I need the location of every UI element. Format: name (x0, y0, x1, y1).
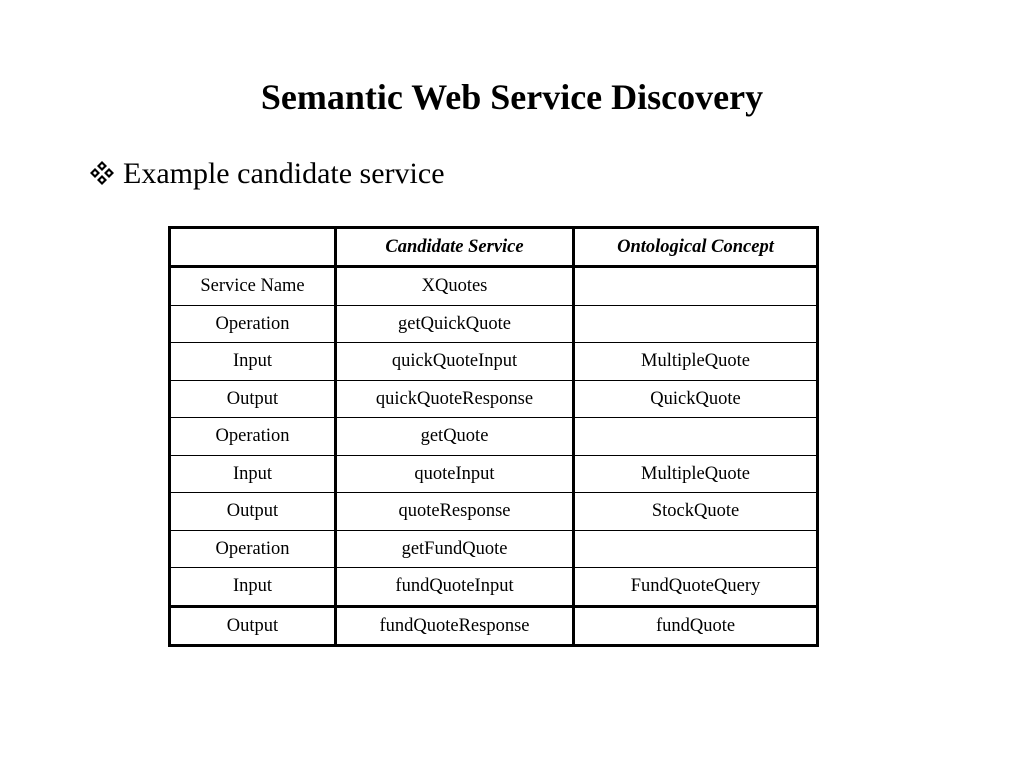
row-label-cell: Service Name (170, 267, 336, 306)
four-diamond-bullet-icon (89, 158, 115, 184)
ontological-concept-cell: MultipleQuote (574, 343, 818, 381)
ontological-concept-cell (574, 267, 818, 306)
table-row (170, 455, 818, 493)
header-cell-blank (170, 228, 336, 267)
table-row (170, 568, 818, 607)
row-label-cell: Output (170, 493, 336, 531)
candidate-service-table (168, 226, 819, 647)
ontological-concept-cell: QuickQuote (574, 380, 818, 418)
slide-title: Semantic Web Service Discovery (260, 77, 764, 117)
ontological-concept-cell (574, 530, 818, 568)
row-label-cell: Input (170, 455, 336, 493)
ontological-concept-cell (574, 305, 818, 343)
table-row (170, 305, 818, 343)
header-cell-ontological-concept: Ontological Concept (574, 228, 818, 267)
candidate-service-cell: XQuotes (336, 267, 574, 306)
candidate-service-cell: quickQuoteInput (336, 343, 574, 381)
ontological-concept-cell: FundQuoteQuery (574, 568, 818, 607)
candidate-service-cell: fundQuoteInput (336, 568, 574, 607)
row-label-cell: Operation (170, 418, 336, 456)
row-label-cell: Operation (170, 305, 336, 343)
row-label-cell: Input (170, 343, 336, 381)
table-row (170, 606, 818, 646)
table-row (170, 493, 818, 531)
table-row (170, 380, 818, 418)
ontological-concept-cell: MultipleQuote (574, 455, 818, 493)
candidate-service-cell: fundQuoteResponse (336, 606, 574, 646)
candidate-service-cell: quoteResponse (336, 493, 574, 531)
row-label-cell: Output (170, 380, 336, 418)
ontological-concept-cell (574, 418, 818, 456)
row-label-cell: Input (170, 568, 336, 607)
table-header-row (170, 228, 818, 267)
bullet-text: Example candidate service (123, 157, 445, 190)
ontological-concept-cell: StockQuote (574, 493, 818, 531)
row-label-cell: Operation (170, 530, 336, 568)
bullet-item (89, 155, 445, 193)
table-row (170, 343, 818, 381)
header-cell-candidate-service: Candidate Service (336, 228, 574, 267)
candidate-service-cell: getFundQuote (336, 530, 574, 568)
table-row (170, 267, 818, 306)
candidate-service-cell: quickQuoteResponse (336, 380, 574, 418)
candidate-service-cell: getQuote (336, 418, 574, 456)
candidate-service-cell: quoteInput (336, 455, 574, 493)
candidate-service-cell: getQuickQuote (336, 305, 574, 343)
row-label-cell: Output (170, 606, 336, 646)
table-row (170, 530, 818, 568)
table-row (170, 418, 818, 456)
ontological-concept-cell: fundQuote (574, 606, 818, 646)
